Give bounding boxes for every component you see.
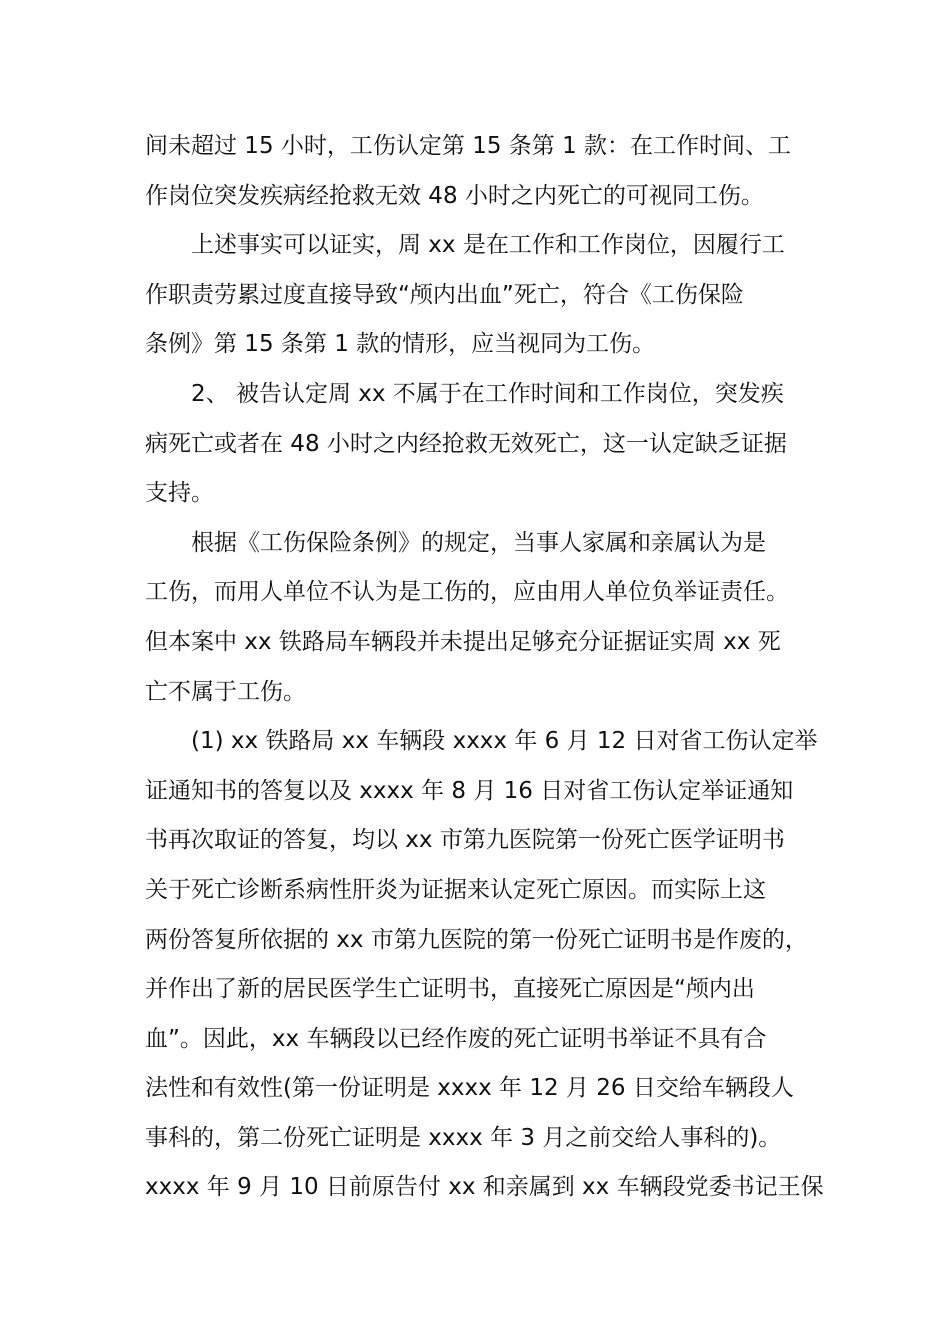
text-line: 书再次取证的答复，均以 xx 市第九医院第一份死亡医学证明书: [145, 827, 785, 854]
text-line: 但本案中 xx 铁路局车辆段并未提出足够充分证据证实周 xx 死: [145, 628, 781, 655]
paragraph-start-line: (1) xx 铁路局 xx 车辆段 xxxx 年 6 月 12 日对省工伤认定举: [191, 728, 818, 755]
paragraph-start-line: 2、 被告认定周 xx 不属于在工作时间和工作岗位，突发疾: [191, 380, 784, 407]
text-line: 并作出了新的居民医学生亡证明书，直接死亡原因是“颅内出: [145, 976, 755, 1003]
paragraph-start-line: 根据《工伤保险条例》的规定，当事人家属和亲属认为是: [191, 529, 766, 556]
text-line: 关于死亡诊断系病性肝炎为证据来认定死亡原因。而实际上这: [145, 876, 766, 903]
text-line: 证通知书的答复以及 xxxx 年 8 月 16 日对省工伤认定举证通知: [145, 777, 794, 804]
document-body: [145, 122, 824, 1213]
text-line: xxxx 年 9 月 10 日前原告付 xx 和亲属到 xx 车辆段党委书记王保: [145, 1174, 824, 1201]
text-line: 支持。: [145, 480, 214, 507]
text-line: 病死亡或者在 48 小时之内经抢救无效死亡，这一认定缺乏证据: [145, 430, 787, 457]
text-line: 条例》第 15 条第 1 款的情形，应当视同为工伤。: [145, 331, 656, 358]
text-line: 两份答复所依据的 xx 市第九医院的第一份死亡证明书是作废的，: [145, 926, 808, 953]
text-line: 间未超过 15 小时，工伤认定第 15 条第 1 款：在工作时间、工: [145, 133, 792, 159]
text-line: 工伤，而用人单位不认为是工伤的，应由用人单位负举证责任。: [145, 579, 789, 606]
text-line: 亡不属于工伤。: [145, 678, 306, 705]
paragraph-start-line: 上述事实可以证实，周 xx 是在工作和工作岗位，因履行工: [191, 232, 785, 259]
text-line: 事科的，第二份死亡证明是 xxxx 年 3 月之前交给人事科的)。: [145, 1124, 782, 1151]
text-line: 作职责劳累过度直接导致“颅内出血”死亡，符合《工伤保险: [145, 281, 744, 308]
text-line: 作岗位突发疾病经抢救无效 48 小时之内死亡的可视同工伤。: [145, 182, 764, 209]
text-line: 血”。因此，xx 车辆段以已经作废的死亡证明书举证不具有合: [145, 1025, 767, 1052]
text-line: 法性和有效性(第一份证明是 xxxx 年 12 月 26 日交给车辆段人: [145, 1075, 794, 1102]
